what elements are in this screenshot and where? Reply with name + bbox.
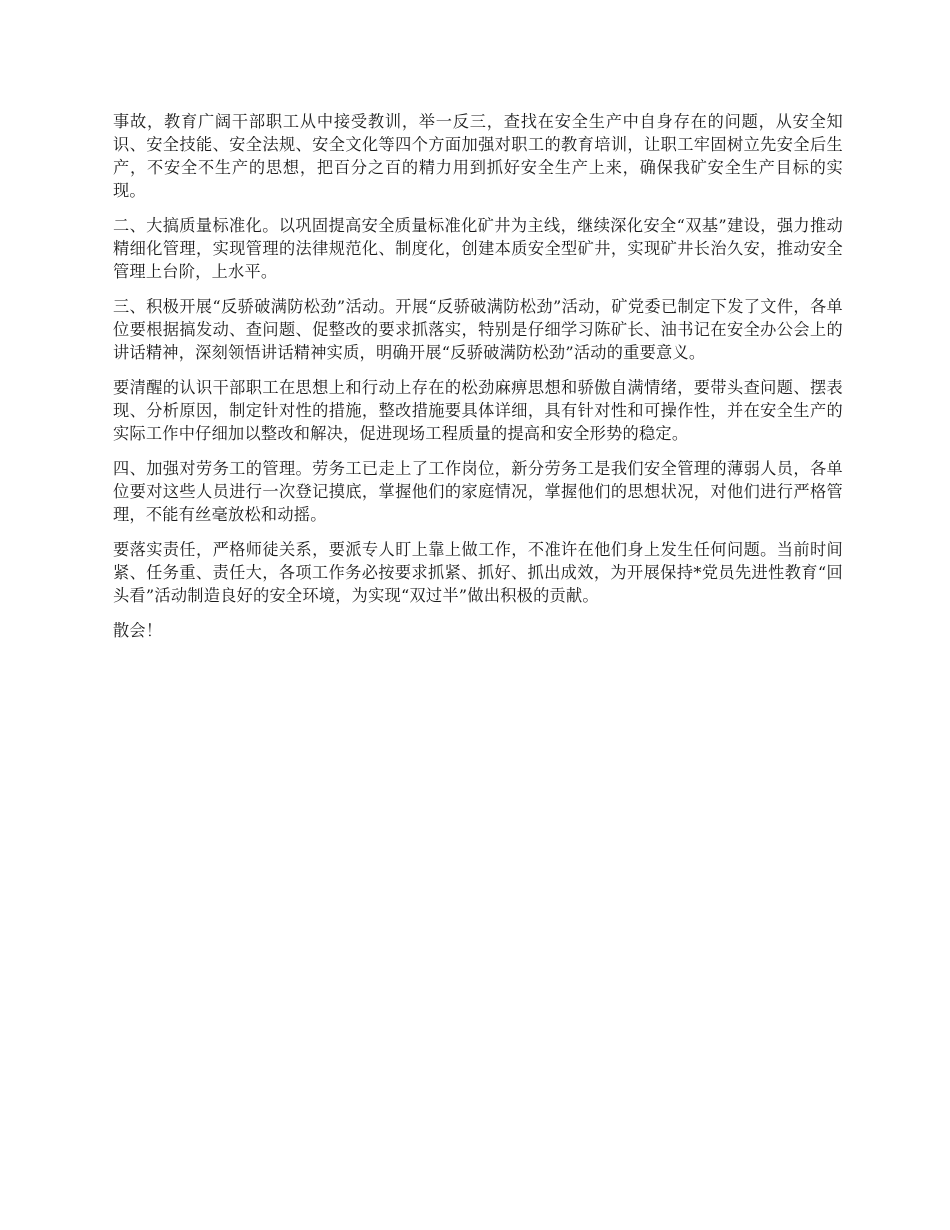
paragraph-responsibility: 要落实责任，严格师徒关系，要派专人盯上靠上做工作，不准许在他们身上发生任何问题。当前时间紧、任务重、责任大，各项工作务必按要求抓紧、抓好、抓出成效，为开展保持*党员先进性教育“回头看”活动制造良好的安全环境，为实现“双过半”做出积极的贡献。 (113, 540, 843, 605)
paragraph-self-inspection: 要清醒的认识干部职工在思想上和行动上存在的松劲麻痹思想和骄傲自满情绪，要带头查问题、摆表现、分析原因，制定针对性的措施，整改措施要具体详细，具有针对性和可操作性，并在安全生产的实际工作中仔细加以整改和解决，促进现场工程质量的提高和安全形势的稳定。 (113, 378, 843, 443)
paragraph-anti-complacency-campaign: 三、积极开展“反骄破满防松劲”活动。开展“反骄破满防松劲”活动，矿党委已制定下发了文件，各单位要根据搞发动、查问题、促整改的要求抓落实，特别是仔细学习陈矿长、油书记在安全办公会上的讲话精神，深刻领悟讲话精神实质，明确开展“反骄破满防松劲”活动的重要意义。 (113, 297, 843, 362)
closing-remark: 散会！ (113, 621, 163, 640)
paragraph-labor-management: 四、加强对劳务工的管理。劳务工已走上了工作岗位，新分劳务工是我们安全管理的薄弱人员，各单位要对这些人员进行一次登记摸底，掌握他们的家庭情况，掌握他们的思想状况，对他们进行严格管理，不能有丝毫放松和动摇。 (113, 459, 843, 524)
paragraph-quality-standardization: 二、大搞质量标准化。以巩固提高安全质量标准化矿井为主线，继续深化安全“双基”建设，强力推动精细化管理，实现管理的法律规范化、制度化，创建本质安全型矿井，实现矿井长治久安，推动安全管理上台阶，上水平。 (113, 216, 843, 281)
paragraph-intro: 事故，教育广阔干部职工从中接受教训，举一反三，查找在安全生产中自身存在的问题，从安全知识、安全技能、安全法规、安全文化等四个方面加强对职工的教育培训，让职工牢固树立先安全后生产，不安全不生产的思想，把百分之百的精力用到抓好安全生产上来，确保我矿安全生产目标的实现。 (113, 112, 843, 200)
document-body (113, 110, 843, 654)
